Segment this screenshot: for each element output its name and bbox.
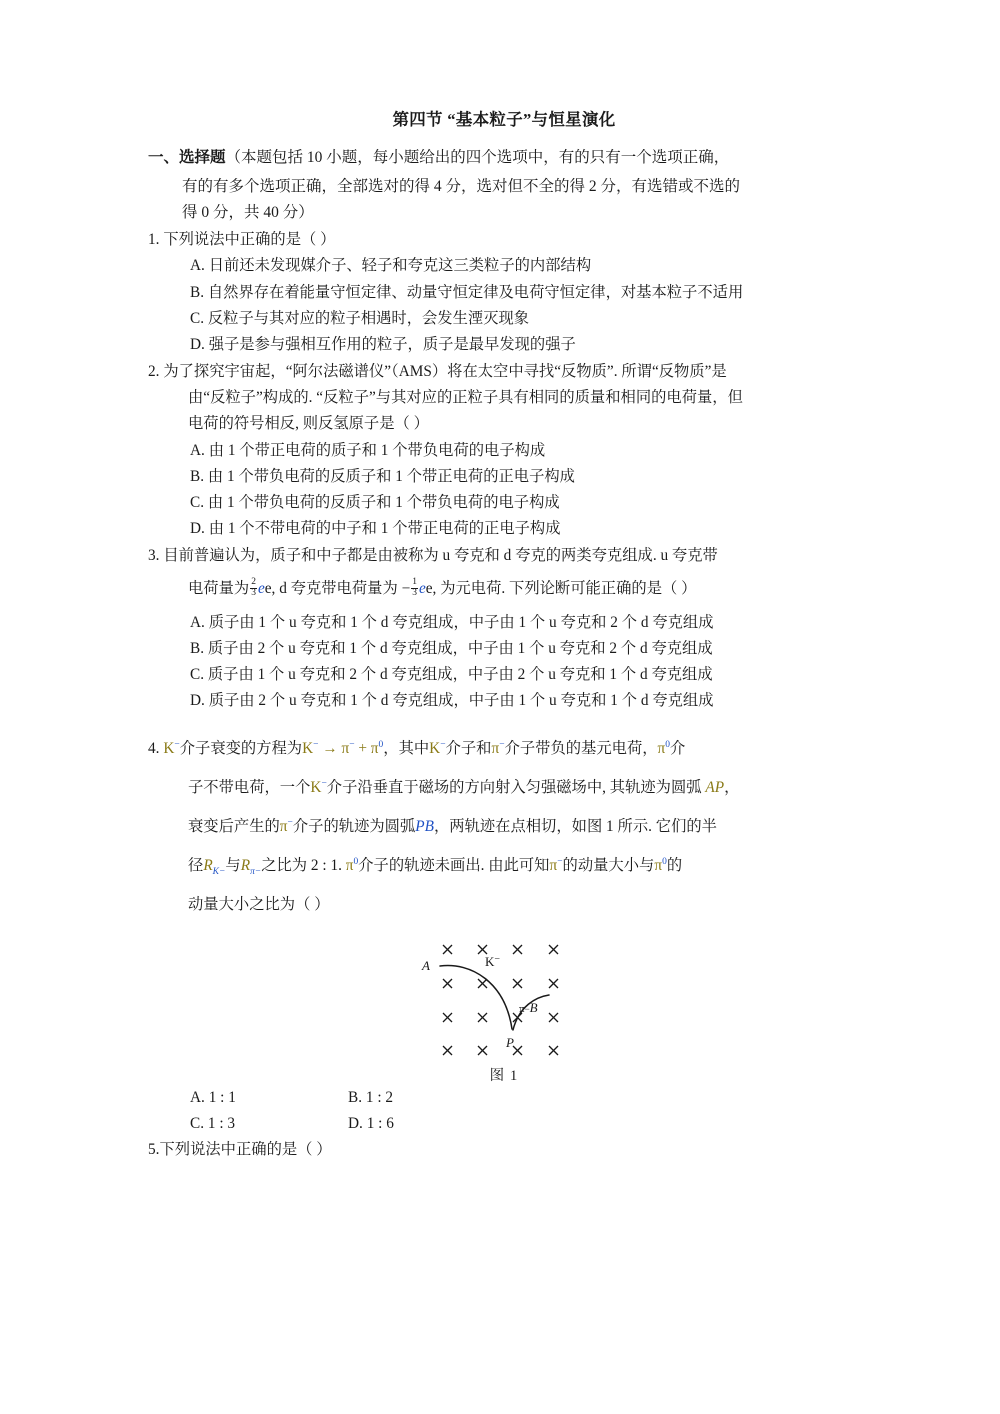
cross-icon — [443, 945, 452, 954]
question-4 — [148, 729, 860, 1138]
question-4-text-2a: 子不带电荷，一个 — [188, 778, 311, 796]
cross-icon — [513, 979, 522, 988]
question-4-text-3b: 介子的轨迹为圆弧 — [292, 817, 416, 835]
question-4-text-4f: 的 — [666, 856, 683, 874]
question-2 — [148, 359, 860, 543]
question-3-text-2-mid: e, d 夸克带电荷量为 − — [264, 580, 411, 598]
question-1 — [148, 227, 860, 358]
arc-label-ap: AP — [705, 778, 725, 796]
radius-k-symbol: $R_{K-}$ — [203, 856, 226, 877]
magnetic-field-diagram — [409, 934, 599, 1062]
radius-k-subscript: K− — [212, 866, 226, 877]
figure-1-caption: 图 1 — [489, 1067, 519, 1084]
question-4-text-3a: 衰变后产生的 — [188, 817, 280, 835]
question-4-stem-line-4 — [148, 846, 860, 885]
k-minus-trajectory-arc — [440, 965, 512, 1028]
cross-icon — [549, 945, 558, 954]
cross-icon — [478, 1013, 487, 1022]
fraction-numerator: 1 — [412, 577, 417, 588]
question-2-option-c: C. 由 1 个带负电荷的反质子和 1 个带负电荷的电子构成 — [190, 494, 560, 512]
figure-label-pi-minus-B: π−B — [519, 999, 538, 1015]
question-4-text-1b: ，其中 — [383, 739, 430, 757]
decay-equation: $K^- \to \pi^- + \pi^0$ — [302, 739, 384, 757]
pi-zero-symbol: $\pi^0$ — [654, 856, 667, 874]
question-1-number: 1. — [148, 231, 160, 249]
pi-zero-symbol: $\pi^0$ — [657, 739, 671, 757]
question-4-text-1c: 介子和 — [445, 739, 492, 757]
question-4-answer-a: A. 1 : 1 — [190, 1088, 236, 1106]
question-3-option-b: B. 质子由 2 个 u 夸克和 1 个 d 夸克组成，中子由 1 个 u 夸克和 2 个 d 夸克组成 — [190, 639, 713, 657]
cross-icon — [549, 1046, 558, 1055]
question-4-answer-d: D. 1 : 6 — [348, 1115, 394, 1133]
k-minus-symbol: K− — [429, 739, 446, 757]
question-2-stem-line-3: 电荷的符号相反, 则反氢原子是（ ） — [188, 415, 429, 433]
cross-icon — [513, 945, 522, 954]
question-4-text-4a: 径 — [188, 856, 204, 874]
fraction-denominator: 3 — [412, 588, 417, 599]
question-4-text-2b: 介子沿垂直于磁场的方向射入匀强磁场中, 其轨迹为圆弧 — [326, 778, 702, 796]
figure-label-A: A — [422, 957, 430, 973]
question-4-text-4e: 的动量大小与 — [562, 856, 655, 874]
question-3-text-2-pre: 电荷量为 — [188, 580, 250, 598]
cross-icon — [549, 979, 558, 988]
question-4-answer-b: B. 1 : 2 — [348, 1088, 394, 1106]
question-4-text-4c: 之比为 2 : 1. — [261, 856, 342, 874]
cross-icon — [443, 1013, 452, 1022]
question-3-text-2-post: e, 为元电荷. 下列论断可能正确的是（ ） — [425, 580, 697, 598]
cross-icon — [513, 1046, 522, 1055]
question-3-number: 3. — [148, 546, 160, 564]
pi-minus-symbol: π− — [549, 856, 563, 874]
question-2-option-b: B. 由 1 个带负电荷的反质子和 1 个带正电荷的正电子构成 — [190, 467, 575, 485]
question-4-text-2c: ， — [724, 778, 740, 796]
question-4-stem-line-2 — [148, 768, 860, 807]
figure-label-K-minus: K− — [485, 953, 501, 969]
question-2-option-d: D. 由 1 个不带电荷的中子和 1 个带正电荷的正电子构成 — [190, 520, 561, 538]
pi-minus-symbol: π− — [491, 739, 505, 757]
question-4-answer-c: C. 1 : 3 — [190, 1115, 236, 1133]
question-3-stem-line-1 — [148, 543, 860, 569]
cross-icon — [478, 1046, 487, 1055]
question-5 — [148, 1137, 860, 1163]
section-intro-line2: 有的有多个选项正确，全部选对的得 4 分，选对但不全的得 2 分，有选错或不选的 — [182, 177, 741, 195]
cross-icon — [443, 1046, 452, 1055]
section-intro-line3: 得 0 分，共 40 分） — [182, 204, 314, 222]
question-2-text-1: 为了探究宇宙起，“阿尔法磁谱仪”（AMS）将在太空中寻找“反物质”. 所谓“反物质”是 — [163, 362, 727, 380]
question-2-stem-line-1 — [148, 359, 860, 385]
elementary-charge-symbol-1: e — [257, 580, 265, 598]
question-2-number: 2. — [148, 362, 160, 380]
question-4-text-3c: ，两轨迹在点相切，如图 1 所示. 它们的半 — [433, 817, 717, 835]
question-3-option-c: C. 质子由 1 个 u 夸克和 2 个 d 夸克组成，中子由 2 个 u 夸克和 1 个 d 夸克组成 — [190, 666, 713, 684]
question-4-stem-line-1 — [148, 729, 860, 768]
cross-icon — [549, 1013, 558, 1022]
section-intro-line1: （本题包括 10 小题，每小题给出的四个选项中，有的只有一个选项正确， — [225, 148, 730, 166]
fraction-one-third — [411, 578, 418, 598]
radius-pi-symbol: $R_{\pi-}$ — [240, 856, 262, 877]
question-4-stem-line-3 — [148, 807, 860, 846]
question-4-number: 4. — [148, 739, 160, 757]
radius-pi-subscript: π− — [250, 866, 262, 877]
elementary-charge-symbol-2: e — [418, 580, 426, 598]
field-cross-grid — [443, 945, 558, 1055]
question-4-text-1d: 介子带负的基元电荷， — [504, 739, 658, 757]
question-1-text: 下列说法中正确的是（ ） — [163, 231, 336, 249]
figure-1-container — [148, 934, 860, 1085]
question-4-text-1e: 介 — [670, 739, 686, 757]
k-minus-symbol: K− — [310, 778, 327, 796]
question-3 — [148, 543, 860, 715]
question-5-text: 下列说法中正确的是（ ） — [159, 1141, 332, 1159]
cross-icon — [478, 945, 487, 954]
question-1-option-d: D. 强子是参与强相互作用的粒子，质子是最早发现的强子 — [190, 336, 576, 354]
question-4-stem-line-5: 动量大小之比为（ ） — [188, 895, 330, 913]
cross-icon — [443, 979, 452, 988]
question-3-option-d: D. 质子由 2 个 u 夸克和 1 个 d 夸克组成，中子由 1 个 u 夸克和 1 个 d 夸克组成 — [190, 692, 714, 710]
question-4-answers-row-1 — [148, 1085, 860, 1111]
arc-label-pb: PB — [415, 817, 434, 835]
question-5-number: 5. — [148, 1141, 160, 1159]
question-1-stem — [148, 227, 860, 253]
question-3-text-1: 目前普遍认为，质子和中子都是由被称为 u 夸克和 d 夸克的两类夸克组成. u 夸克带 — [163, 546, 718, 564]
question-4-text-4b: 与 — [225, 856, 241, 874]
cross-icon — [478, 979, 487, 988]
pi-minus-symbol: π− — [279, 817, 293, 835]
section-label: 一、选择题 — [148, 148, 226, 166]
question-2-stem-line-2: 由“反粒子”构成的. “反粒子”与其对应的正粒子具有相同的质量和相同的电荷量，但 — [188, 388, 743, 406]
question-1-option-b: B. 自然界存在着能量守恒定律、动量守恒定律及电荷守恒定律，对基本粒子不适用 — [190, 283, 744, 301]
question-4-answers-row-2 — [148, 1111, 860, 1137]
question-3-option-a: A. 质子由 1 个 u 夸克和 1 个 d 夸克组成，中子由 1 个 u 夸克和 2 个 d 夸克组成 — [190, 613, 714, 631]
fraction-two-thirds — [250, 578, 257, 598]
figure-label-P: P — [506, 1034, 514, 1050]
fraction-numerator: 2 — [251, 577, 256, 588]
question-5-stem — [148, 1137, 860, 1163]
k-minus-symbol: K− — [163, 739, 180, 757]
question-3-stem-line-2 — [148, 569, 860, 610]
question-4-text-4d: 介子的轨迹未画出. 由此可知 — [358, 856, 550, 874]
section-heading — [148, 145, 860, 172]
question-1-option-c: C. 反粒子与其对应的粒子相遇时，会发生湮灭现象 — [190, 310, 530, 328]
question-1-option-a: A. 日前还未发现媒介子、轻子和夸克这三类粒子的内部结构 — [190, 257, 592, 275]
question-4-text-1a: 介子衰变的方程为 — [179, 739, 303, 757]
pi-zero-symbol: $\pi^0$ — [345, 856, 359, 874]
page-content — [148, 108, 860, 1164]
figure-1-canvas — [409, 934, 599, 1062]
fraction-denominator: 3 — [251, 588, 256, 599]
question-2-option-a: A. 由 1 个带正电荷的质子和 1 个带负电荷的电子构成 — [190, 441, 546, 459]
page-title: 第四节 “基本粒子”与恒星演化 — [392, 110, 616, 129]
